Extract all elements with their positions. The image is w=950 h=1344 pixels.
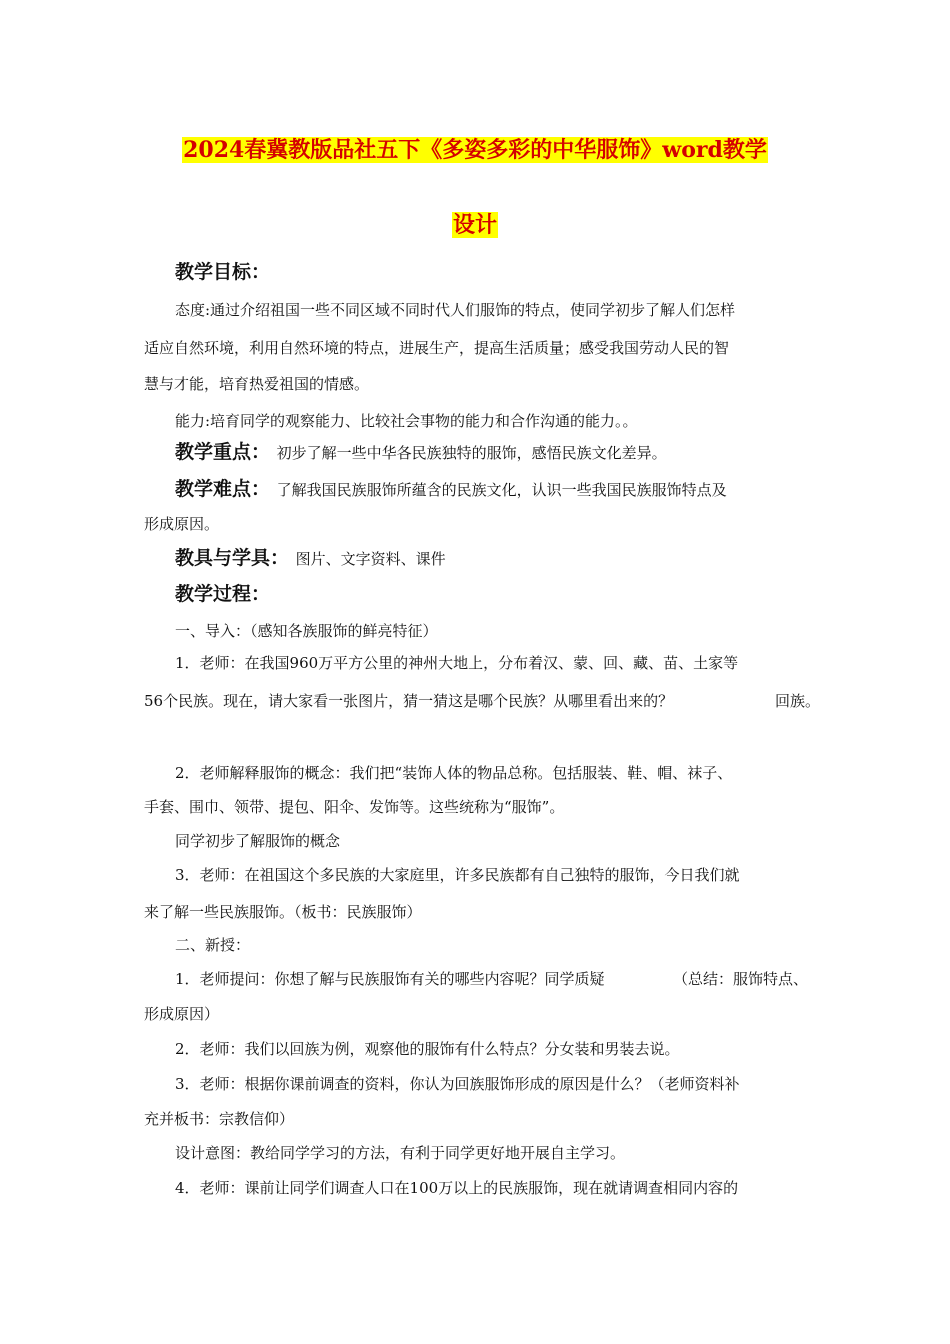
document-title-line-2 <box>0 211 950 239</box>
difficulty-row <box>175 479 855 500</box>
attitude-line-3: 慧与才能，培育热爱祖国的情感。 <box>144 375 370 393</box>
new-lesson-title: 二、新授： <box>175 936 251 954</box>
new-item-2: 2．老师：我们以回族为例，观察他的服饰有什么特点？分女装和男装去说。 <box>175 1040 680 1058</box>
tools-row <box>175 548 855 569</box>
process-heading: 教学过程： <box>175 583 271 605</box>
objectives-heading: 教学目标： <box>175 261 271 283</box>
design-intent: 设计意图：教给同学学习的方法，有利于同学更好地开展自主学习。 <box>175 1144 626 1162</box>
intro-item-3-line-1: 3．老师：在祖国这个多民族的大家庭里，许多民族都有自己独特的服饰，今日我们就 <box>175 866 740 884</box>
tools-text: 图片、文字资料、课件 <box>295 550 446 568</box>
tools-heading: 教具与学具： <box>175 547 290 569</box>
intro-item-2-line-2: 手套、围巾、领带、提包、阳伞、发饰等。这些统称为“服饰”。 <box>144 798 565 816</box>
difficulty-text-2: 形成原因。 <box>144 515 220 533</box>
new-item-3-line-1: 3．老师：根据你课前调查的资料，你认为回族服饰形成的原因是什么？（老师资料补 <box>175 1075 740 1093</box>
attitude-line-1: 态度:通过介绍祖国一些不同区域不同时代人们服饰的特点，使同学初步了解人们怎样 <box>175 301 736 319</box>
new-item-3-line-2: 充并板书：宗教信仰） <box>144 1110 295 1128</box>
new-item-4: 4．老师：课前让同学们调查人口在100万以上的民族服饰，现在就请调查相同内容的 <box>175 1179 739 1197</box>
intro-item-1-answer: 回族。 <box>775 692 821 710</box>
title-highlight-1: 2024春冀教版品社五下《多姿多彩的中华服饰》word教学 <box>183 137 767 163</box>
intro-item-2-line-1: 2．老师解释服饰的概念：我们把“装饰人体的物品总称。包括服装、鞋、帽、袜子、 <box>175 764 733 782</box>
key-points-text: 初步了解一些中华各民族独特的服饰，感悟民族文化差异。 <box>276 444 667 462</box>
ability-line: 能力:培育同学的观察能力、比较社会事物的能力和合作沟通的能力。。 <box>175 412 638 430</box>
difficulty-text: 了解我国民族服饰所蕴含的民族文化，认识一些我国民族服饰特点及 <box>276 481 727 499</box>
intro-item-1-line-2: 56个民族。现在，请大家看一张图片，猜一猜这是哪个民族？从哪里看出来的？ <box>144 692 674 710</box>
intro-item-1-line-1: 1．老师：在我国960万平方公里的神州大地上，分布着汉、蒙、回、藏、苗、土家等 <box>175 654 739 672</box>
new-item-1-line-2: 形成原因） <box>144 1005 220 1023</box>
key-points-row <box>175 442 855 463</box>
intro-item-2-line-3: 同学初步了解服饰的概念 <box>175 832 341 850</box>
key-points-heading: 教学重点： <box>175 441 271 463</box>
intro-item-3-line-2: 来了解一些民族服饰。（板书：民族服饰） <box>144 903 422 921</box>
document-title-line-1 <box>0 136 950 164</box>
new-item-1-line-1: 1．老师提问：你想了解与民族服饰有关的哪些内容呢？同学质疑 <box>175 970 605 988</box>
title-highlight-2: 设计 <box>452 212 497 238</box>
new-item-1-summary: （总结：服饰特点、 <box>673 970 809 988</box>
attitude-line-2: 适应自然环境，利用自然环境的特点，进展生产，提高生活质量；感受我国劳动人民的智 <box>144 339 730 357</box>
difficulty-heading: 教学难点： <box>175 478 271 500</box>
intro-title: 一、导入：（感知各族服饰的鲜亮特征） <box>175 622 438 640</box>
